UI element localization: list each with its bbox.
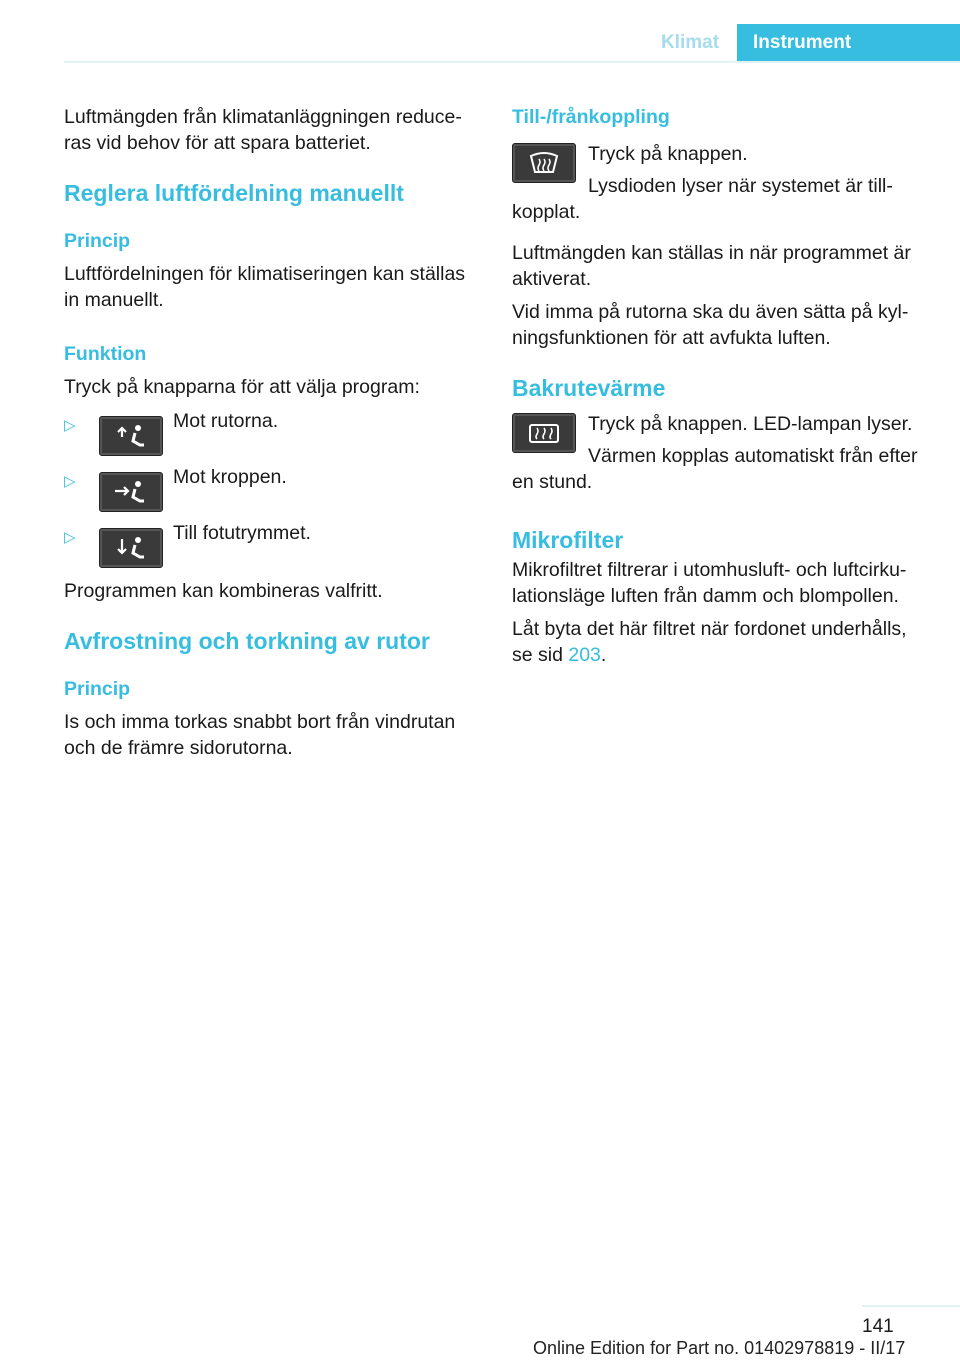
service-text-end: .: [600, 644, 607, 666]
bullet-triangle-icon: ▷: [64, 417, 76, 434]
heading-defrost: Avfrostning och torkning av rutor: [64, 628, 430, 654]
rear-line-3: en stund.: [512, 471, 593, 493]
filter-text: Mikrofiltret filtrerar i utomhusluft- och luftcirku‐lationsläge luften från damm och blompollen.: [512, 559, 907, 607]
footwell-airflow-icon: [99, 528, 163, 568]
bullet-triangle-icon: ▷: [64, 529, 76, 546]
list-item-label: Mot rutorna.: [173, 410, 279, 432]
list-item-label: Mot kroppen.: [173, 466, 287, 488]
tab-klimat[interactable]: Klimat: [660, 32, 720, 53]
edition-footer: Online Edition for Part no. 01402978819 - II/17: [533, 1338, 906, 1358]
airflow-text: Luftmängden kan ställas in när programmet är aktiverat.: [512, 242, 911, 290]
list-item: [64, 464, 480, 520]
windshield-airflow-icon: [99, 416, 163, 456]
rear-line-2: Värmen kopplas automatiskt från efter: [588, 445, 918, 467]
rear-window-heating-icon: [512, 413, 576, 453]
intro-text: Luftmängden från klimatanläggningen reduce‐ras vid behov för att spara batteriet.: [64, 106, 462, 154]
body-airflow-icon: [99, 472, 163, 512]
left-column: [64, 100, 480, 761]
footer-rule: [862, 1305, 960, 1307]
rear-line-1: Tryck på knappen. LED-lampan lyser.: [588, 413, 913, 435]
heading-princip-2: Princip: [64, 678, 131, 700]
list-item-label: Till fotutrymmet.: [173, 522, 311, 544]
bullet-triangle-icon: ▷: [64, 473, 76, 490]
page-link-203[interactable]: 203: [568, 644, 601, 666]
fog-text: Vid imma på rutorna ska du även sätta på kyl‐ningsfunktionen för att avfukta luften.: [512, 301, 909, 349]
heading-funktion: Funktion: [64, 343, 147, 365]
toggle-block: [512, 141, 932, 225]
heading-princip-1: Princip: [64, 230, 131, 252]
heading-manual-distribution: Reglera luftfördelning manuellt: [64, 180, 404, 206]
toggle-line-3: kopplat.: [512, 201, 581, 223]
service-text-body: Låt byta det här filtret när fordonet underhålls, se sid: [512, 618, 907, 666]
defrost-windshield-icon: [512, 143, 576, 183]
service-text: [512, 616, 932, 668]
list-item: [64, 408, 480, 464]
heading-toggle: Till-/frånkoppling: [512, 106, 670, 128]
toggle-line-2: Lysdioden lyser när systemet är till‐: [588, 175, 893, 197]
page-number: 141: [862, 1316, 894, 1337]
list-item: [64, 520, 480, 576]
heading-microfilter: Mikrofilter: [512, 527, 624, 553]
program-list: [64, 408, 480, 576]
rear-block: [512, 411, 932, 495]
funktion-text: Tryck på knapparna för att välja program:: [64, 376, 420, 398]
princip-1-text: Luftfördelningen för klimatiseringen kan ställas in manuellt.: [64, 263, 466, 311]
tab-instrument[interactable]: Instrument: [737, 24, 960, 61]
right-column: [512, 100, 932, 668]
combine-text: Programmen kan kombineras valfritt.: [64, 580, 383, 602]
princip-2-text: Is och imma torkas snabbt bort från vindrutan och de främre sidorutorna.: [64, 711, 456, 759]
toggle-line-1: Tryck på knappen.: [588, 143, 748, 165]
header-rule: [64, 61, 960, 63]
heading-rear-heating: Bakrutevärme: [512, 375, 666, 401]
